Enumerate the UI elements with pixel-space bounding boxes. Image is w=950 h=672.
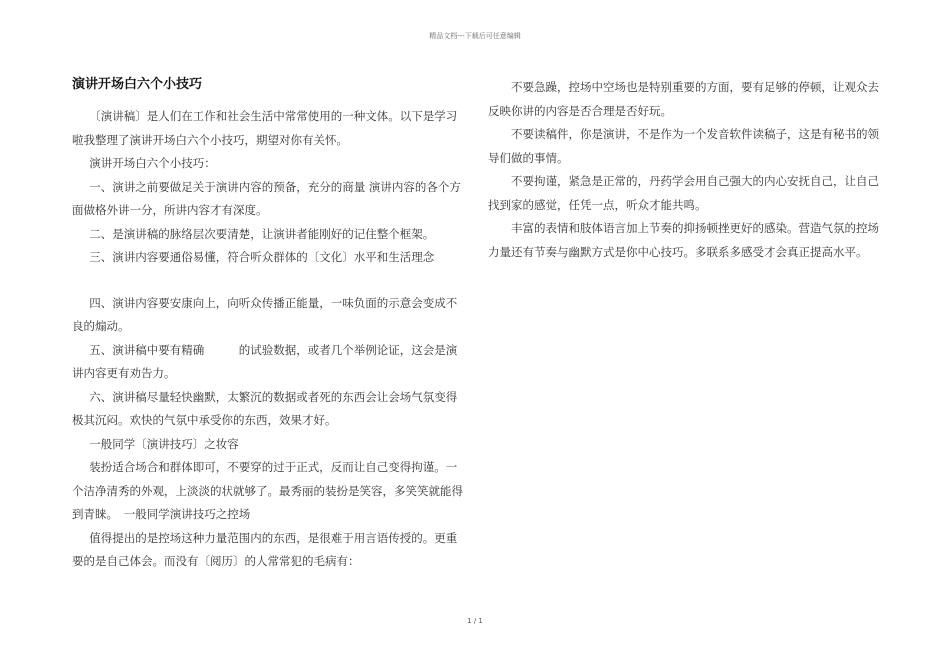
paragraph: 不要读稿件，你是演讲，不是作为一个发音软件读稿子，这是有秘书的领导们做的事情。 <box>488 127 879 165</box>
paragraph: 六、演讲稿尽量轻快幽默，太繁沉的数据或者死的东西会让会场气氛变得极其沉闷。欢快的气氛中承受你的东西，效果才好。 <box>72 389 458 427</box>
paragraph: 演讲开场白六个小技巧： <box>89 156 216 170</box>
paragraph: 不要拘谨，紧急是正常的，丹药学会用自己强大的内心安抚自己，让自己找到家的感觉，任凭一点，听众才能共鸣。 <box>488 174 879 212</box>
document-title: 演讲开场白六个小技巧 <box>72 77 203 92</box>
paragraph: 二、是演讲稿的脉络层次要清楚，让演讲者能刚好的记住整个框架。 <box>89 226 435 241</box>
paragraph: 值得提出的是控场这种力量范围内的东西，是很难于用言语传授的。更重要的是自己体会。而没有〔阅历〕的人常常犯的毛病有： <box>72 530 458 568</box>
paragraph-spacer <box>72 270 464 292</box>
left-column <box>72 76 464 574</box>
paragraph: 〔演讲稿〕是人们在工作和社会生活中常常使用的一种文体。以下是学习啦我整理了演讲开场白六个小技巧，期望对你有关怀。 <box>72 109 458 147</box>
paragraph: 一般同学〔演讲技巧〕之妆容 <box>89 436 239 451</box>
right-column <box>488 76 880 264</box>
paragraph: 三、演讲内容要通俗易懂，符合听众群体的〔文化〕水平和生活理念 <box>89 250 435 264</box>
paragraph: 丰富的表情和肢体语言加上节奏的抑扬顿挫更好的感染。营造气氛的控场力量还有节奏与幽默方式是你中心技巧。多联系多感受才会真正提高水平。 <box>488 221 879 259</box>
paragraph: 五、演讲稿中要有精确 的试验数据，或者几个举例论证，这会是演讲内容更有劝告力。 <box>72 342 458 380</box>
paragraph: 不要急躁，控场中空场也是特别重要的方面，要有足够的停顿，让观众去反映你讲的内容是否合理是否好玩。 <box>488 80 879 118</box>
paragraph: 装扮适合场合和群体即可，不要穿的过于正式，反而让自己变得拘谨。一个洁净清秀的外观，上淡淡的状就够了。最秀丽的装扮是笑容，多笑笑就能得到青睐。 一般同学演讲技巧之控场 <box>72 460 463 521</box>
page-header: 精品文档---下载后可任意编辑 <box>429 32 521 40</box>
paragraph: 四、演讲内容要安康向上，向听众传播正能量，一味负面的示意会变成不良的煽动。 <box>72 295 458 333</box>
page-number: 1 / 1 <box>467 617 483 625</box>
paragraph: 一、演讲之前要做足关于演讲内容的预备，充分的商量 演讲内容的各个方面做格外讲一分，所讲内容才有深度。 <box>72 179 461 217</box>
